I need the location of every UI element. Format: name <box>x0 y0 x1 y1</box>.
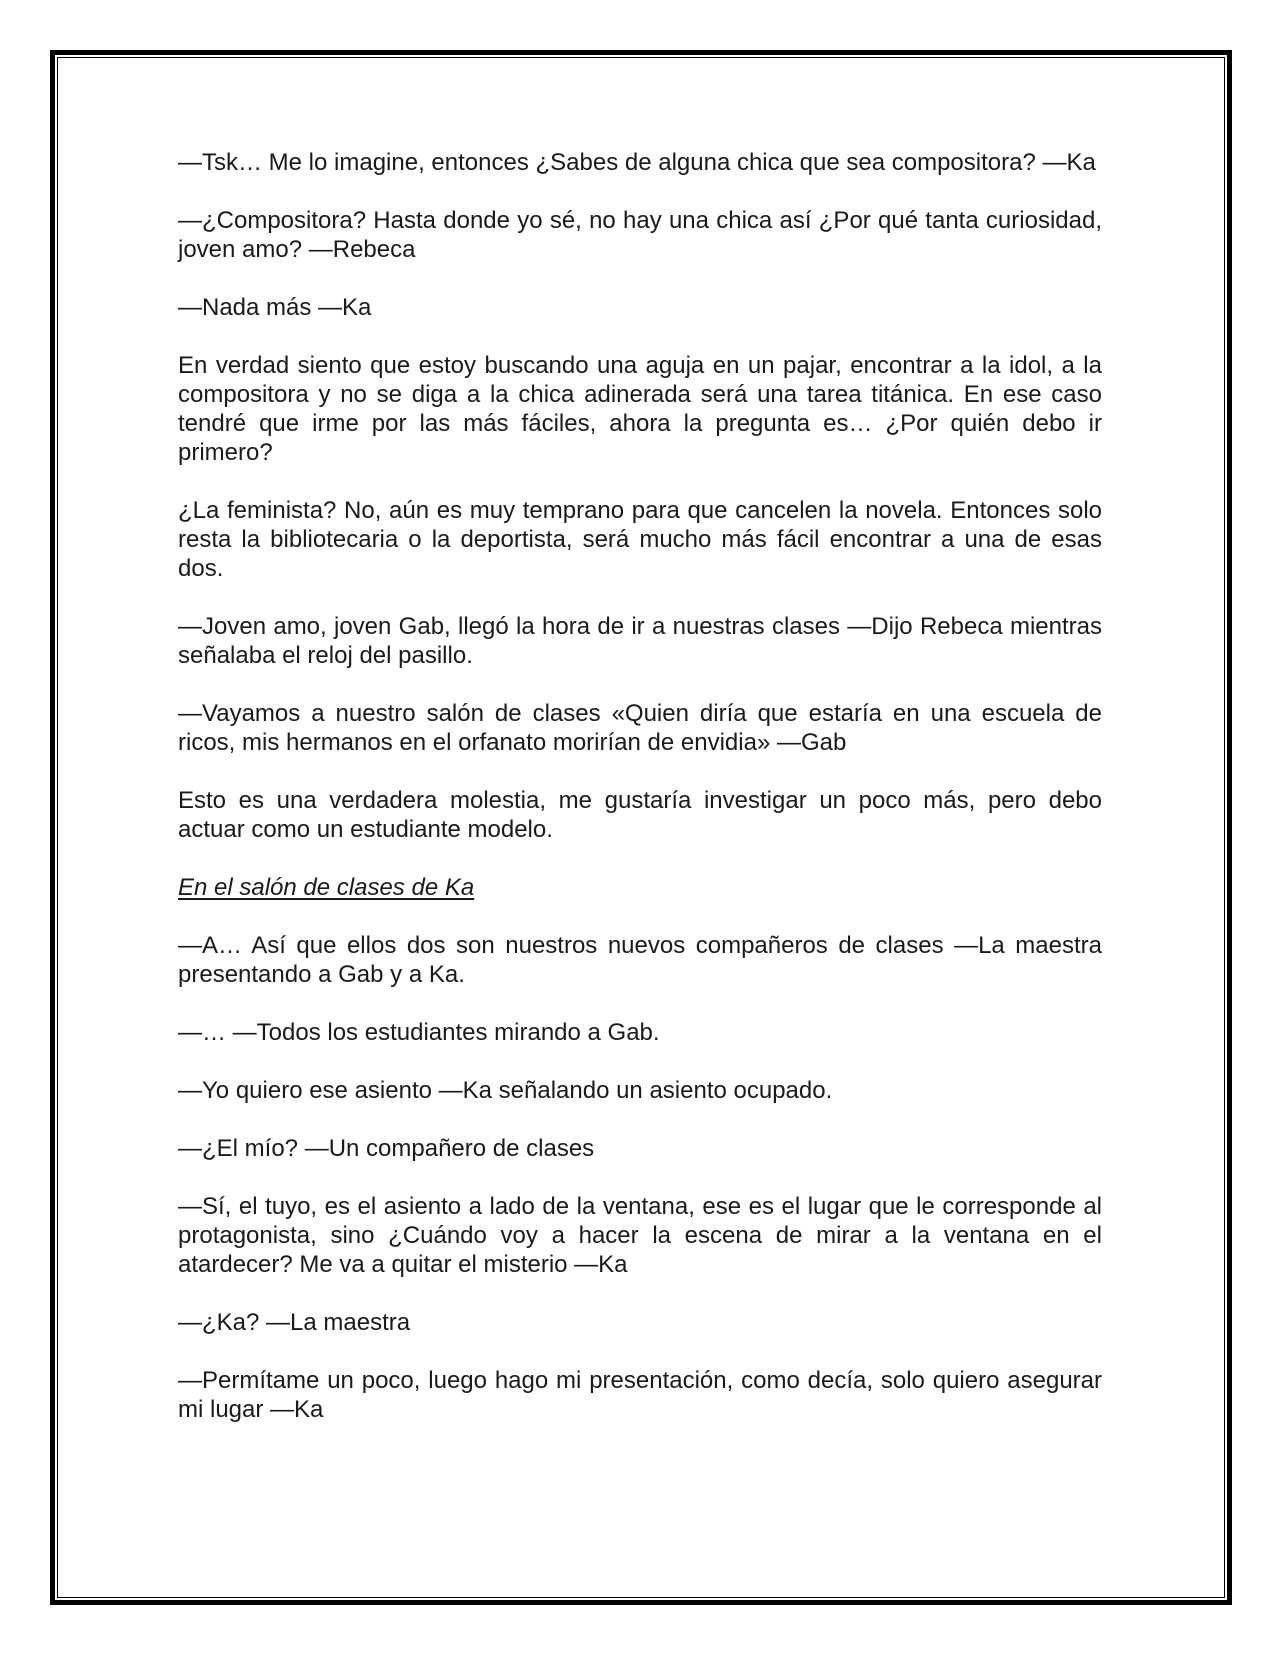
paragraph-7: —Vayamos a nuestro salón de clases «Quien diría que estaría en una escuela de ricos, mis hermanos en el orfanato morirían de envidia» —Gab <box>178 700 1102 756</box>
paragraph-5: ¿La feminista? No, aún es muy temprano para que cancelen la novela. Entonces solo resta la bibliotecaria o la deportista, será mucho más fácil encontrar a una de esas dos. <box>178 497 1102 582</box>
paragraph-3: —Nada más —Ka <box>178 294 372 321</box>
paragraph-4: En verdad siento que estoy buscando una aguja en un pajar, encontrar a la idol, a la compositora y no se diga a la chica adinerada será una tarea titánica. En ese caso tendré que irme por las más fáciles, ahora la pregunta es… ¿Por quién debo ir primero? <box>178 352 1102 466</box>
document-body <box>178 148 1102 1453</box>
paragraph-13: —Sí, el tuyo, es el asiento a lado de la ventana, ese es el lugar que le corresponde al protagonista, sino ¿Cuándo voy a hacer la escena de mirar a la ventana en el atardecer? Me va a quitar el misterio —Ka <box>178 1193 1102 1278</box>
paragraph-2: —¿Compositora? Hasta donde yo sé, no hay una chica así ¿Por qué tanta curiosidad, joven amo? —Rebeca <box>178 207 1102 263</box>
paragraph-6: —Joven amo, joven Gab, llegó la hora de ir a nuestras clases —Dijo Rebeca mientras señalaba el reloj del pasillo. <box>178 613 1102 669</box>
paragraph-14: —¿Ka? —La maestra <box>178 1309 411 1336</box>
paragraph-15: —Permítame un poco, luego hago mi presentación, como decía, solo quiero asegurar mi lugar —Ka <box>178 1367 1102 1423</box>
section-heading: En el salón de clases de Ka <box>178 874 475 901</box>
paragraph-8: Esto es una verdadera molestia, me gustaría investigar un poco más, pero debo actuar como un estudiante modelo. <box>178 787 1102 843</box>
paragraph-9: —A… Así que ellos dos son nuestros nuevos compañeros de clases —La maestra presentando a Gab y a Ka. <box>178 932 1102 988</box>
paragraph-12: —¿El mío? —Un compañero de clases <box>178 1135 595 1162</box>
paragraph-1: —Tsk… Me lo imagine, entonces ¿Sabes de alguna chica que sea compositora? —Ka <box>178 149 1096 176</box>
paragraph-10: —… —Todos los estudiantes mirando a Gab. <box>178 1019 660 1046</box>
paragraph-11: —Yo quiero ese asiento —Ka señalando un asiento ocupado. <box>178 1077 833 1104</box>
